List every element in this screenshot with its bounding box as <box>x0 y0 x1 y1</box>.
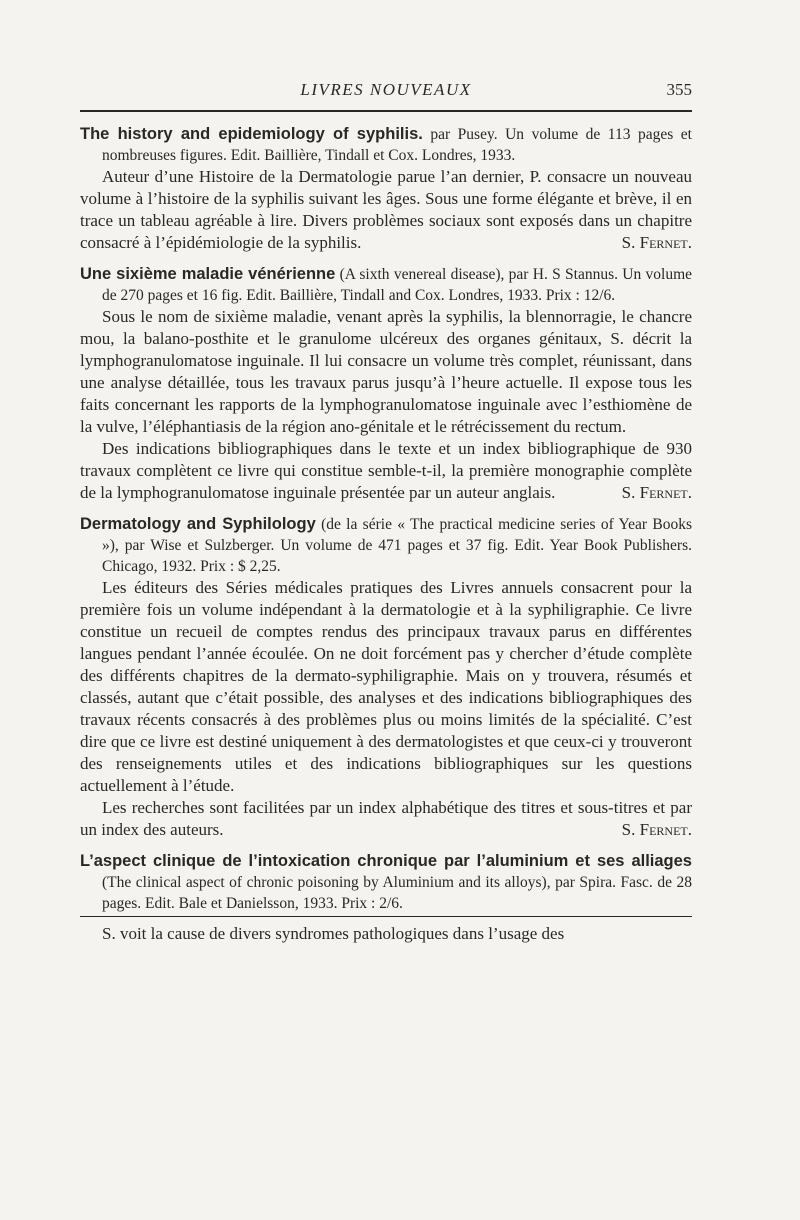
book-citation <box>80 851 692 914</box>
citation-details: (The clinical aspect of chronic poisoning by Aluminium and its alloys), par Spira. Fasc. de 28 pages. Edit. Bale et Danielsson, 1933. Prix : 2/6. <box>102 874 692 912</box>
review-paragraph: Des indications bibliographiques dans le texte et un index bibliographique de 930 travaux complètent ce livre qui constitue semble-t-il, la première monographie complète de la lymphogranulomatose inguinale présentée par un auteur anglais. S. Fernet. <box>80 439 692 502</box>
review-signature: S. Fernet. <box>621 233 692 252</box>
citation-rule <box>80 916 692 917</box>
book-title: Une sixième maladie vénérienne <box>80 265 336 283</box>
citation-details: (A sixth venereal disease), par H. S Stannus. Un volume de 270 pages et 16 fig. Edit. Baillière, Tindall and Cox. Londres, 1933. Prix : 12/6. <box>102 266 693 304</box>
book-citation <box>80 264 692 306</box>
review-entry <box>80 514 692 841</box>
review-entry <box>80 264 692 504</box>
review-entry <box>80 124 692 254</box>
review-paragraph: Sous le nom de sixième maladie, venant après la syphilis, la blennorragie, le chancre mou, la balano-posthite et le granulome ulcéreux des organes génitaux, S. décrit la lymphogranulomatose inguinale. Il lui consacre un volume très complet, réunissant, dans une analyse détaillée, tous les travaux parus jusqu’à l’heure actuelle. Il expose tous les faits concernant les rapports de la lymphogranulomatose inguinale avec l’esthiomène de la vulve, l’éléphantiasis de la région ano-génitale et le rétrécissement du rectum. <box>80 307 692 436</box>
header-rule <box>80 110 692 112</box>
book-title: Dermatology and Syphilology <box>80 515 316 533</box>
book-title: L’aspect clinique de l’intoxication chronique par l’aluminium et ses alliages <box>80 852 692 870</box>
review-paragraph: Les recherches sont facilitées par un index alphabétique des titres et sous-titres et par un index des auteurs. S. Fernet. <box>80 798 692 839</box>
review-entry <box>80 851 692 945</box>
citation-details: par Pusey. Un volume de 113 pages et nombreuses figures. Edit. Baillière, Tindall et Cox. Londres, 1933. <box>102 126 692 164</box>
book-citation <box>80 514 692 577</box>
review-paragraph: Les éditeurs des Séries médicales pratiques des Livres annuels consacrent pour la première fois un volume indépendant à la dermatologie et à la syphiligraphie. Ce livre constitue un recueil de comptes rendus des principaux travaux parus en différentes langues pendant l’année écoulée. On ne doit forcément pas y chercher d’étude complète des différents chapitres de la dermato-syphiligraphie. Mais on y trouvera, résumés et classés, autant que c’était possible, des analyses et des indications bibliographiques des travaux récents consacrés à des problèmes plus ou moins limités de la spécialité. C’est dire que ce livre est destiné uniquement à des dermatologistes et que ceux-ci y trouveront des renseignements utiles et des indications bibliographiques sur les questions actuellement à l’étude. <box>80 578 692 795</box>
running-title: LIVRES NOUVEAUX <box>300 80 472 99</box>
book-title: The history and epidemiology of syphilis. <box>80 125 423 143</box>
citation-details: (de la série « The practical medicine series of Year Books »), par Wise et Sulzberger. Un volume de 471 pages et 37 fig. Edit. Year Book Publishers. Chicago, 1932. Prix : $ 2,25. <box>102 516 692 575</box>
review-signature: S. Fernet. <box>621 483 692 502</box>
page-header <box>80 78 692 104</box>
review-paragraph: Auteur d’une Histoire de la Dermatologie parue l’an dernier, P. consacre un nouveau volume à l’histoire de la syphilis suivant les âges. Sous une forme élégante et brève, il en trace un tableau agréable à lire. Divers problèmes sociaux sont exposés dans un chapitre consacré à l’épidémiologie de la syphilis. S. Fernet. <box>80 167 692 252</box>
review-signature: S. Fernet. <box>621 820 692 839</box>
review-paragraph: S. voit la cause de divers syndromes pathologiques dans l’usage des <box>102 924 565 943</box>
book-citation <box>80 124 692 166</box>
reviews-column <box>80 124 692 955</box>
page-number: 355 <box>666 80 692 99</box>
